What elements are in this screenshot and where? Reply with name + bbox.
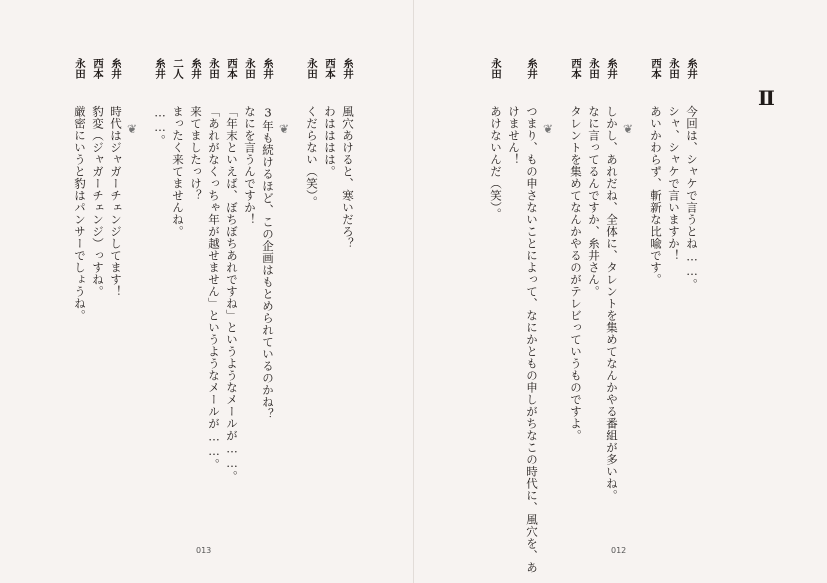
speaker-label: 糸井 <box>342 58 354 79</box>
speaker-label: 西本 <box>226 58 238 79</box>
dialogue-line <box>171 58 184 568</box>
speaker-label: 糸井 <box>262 58 274 79</box>
dialogue-line <box>73 58 86 568</box>
speaker-label: 糸井 <box>190 58 202 79</box>
dialogue-text: あいかわらず、斬新な比喩です。 <box>649 91 663 286</box>
dialogue-line <box>207 58 220 568</box>
speaker-label <box>508 58 520 79</box>
dialogue-text: けません！ <box>507 91 521 166</box>
dialogue-line <box>323 58 336 568</box>
speaker-label: 永田 <box>588 58 600 79</box>
dialogue-text: つまり、もの申さないことによって、なにかともの申しがちなこの時代に、風穴を、あ <box>525 91 539 574</box>
dialogue-text: 「年末といえば、ぼちぼちあれですね」というようなメールが……。 <box>225 91 239 483</box>
dialogue-text: なにを言うんですか！ <box>243 91 257 226</box>
speaker-label: 永田 <box>306 58 318 79</box>
dialogue-line <box>525 58 539 574</box>
dialogue-line <box>153 58 166 568</box>
dialogue-line <box>489 58 502 568</box>
speaker-label: 糸井 <box>110 58 122 79</box>
dialogue-line <box>507 58 520 568</box>
ornament-icon: ❦ <box>279 122 290 136</box>
dialogue-line <box>587 58 600 568</box>
ornament-icon: ❦ <box>127 122 138 136</box>
speaker-label: 西本 <box>92 58 104 79</box>
dialogue-text: あけないんだ（笑）。 <box>489 91 503 220</box>
dialogue-text: 風穴あけると、寒いだろ？ <box>341 91 355 250</box>
speaker-label: 西本 <box>650 58 662 79</box>
dialogue-line <box>189 58 202 568</box>
speaker-label: 永田 <box>74 58 86 79</box>
dialogue-text: わはははは。 <box>323 91 337 178</box>
dialogue-line <box>667 58 680 568</box>
dialogue-text: まったく来てませんね。 <box>171 91 185 238</box>
dialogue-line <box>305 58 318 568</box>
dialogue-text: 「あれがなくっちゃ年が越せません」というようなメールが……。 <box>207 91 221 471</box>
ornament-icon: ❦ <box>543 122 554 136</box>
dialogue-text: 来てましたっけ？ <box>189 91 203 202</box>
speaker-label: 糸井 <box>154 58 166 79</box>
dialogue-text: 豹変（ジャガーチェンジ）っすね。 <box>91 91 105 298</box>
dialogue-text: 厳密にいうと豹はパンサーでしょうね。 <box>73 91 87 322</box>
dialogue-text: 時代はジャガーチェンジしてます！ <box>109 91 123 298</box>
speaker-label: 二人 <box>172 58 184 79</box>
dialogue-text: シャ、シャケで言いますか！ <box>667 91 681 262</box>
speaker-label: 永田 <box>208 58 220 79</box>
dialogue-text: しかし、あれだね、全体に、タレントを集めてなんかやる番組が多いね。 <box>605 91 619 502</box>
dialogue-line <box>569 58 582 568</box>
dialogue-line <box>685 58 698 568</box>
speaker-label: 西本 <box>570 58 582 79</box>
dialogue-text: くだらない（笑）。 <box>305 91 319 208</box>
speaker-label: 糸井 <box>526 58 538 79</box>
dialogue-text: 今回は、シャケで言うとね……。 <box>685 91 699 291</box>
ornament-icon: ❦ <box>623 122 634 136</box>
right-folio: 012 <box>611 546 627 555</box>
dialogue-line <box>243 58 256 568</box>
dialogue-text: ……。 <box>153 91 167 147</box>
dialogue-line <box>341 58 354 568</box>
dialogue-line <box>225 58 238 568</box>
dialogue-line <box>261 58 274 568</box>
speaker-label: 糸井 <box>606 58 618 79</box>
dialogue-line <box>649 58 662 568</box>
speaker-label: 糸井 <box>686 58 698 79</box>
dialogue-line <box>605 58 618 568</box>
dialogue-text: なに言ってるんですか、糸井さん。 <box>587 91 601 298</box>
speaker-label: 永田 <box>668 58 680 79</box>
dialogue-line <box>109 58 122 568</box>
speaker-label: 永田 <box>490 58 502 79</box>
dialogue-text: 3年も続けるほど、この企画はもとめられているのかね？ <box>261 91 275 420</box>
speaker-label: 西本 <box>324 58 336 79</box>
chapter-number: Ⅱ <box>758 86 776 110</box>
dialogue-line <box>91 58 104 568</box>
gutter <box>413 0 414 583</box>
dialogue-text: タレントを集めてなんかやるのがテレビっていうものですよ。 <box>569 91 583 442</box>
speaker-label: 永田 <box>244 58 256 79</box>
left-folio: 013 <box>196 546 212 555</box>
